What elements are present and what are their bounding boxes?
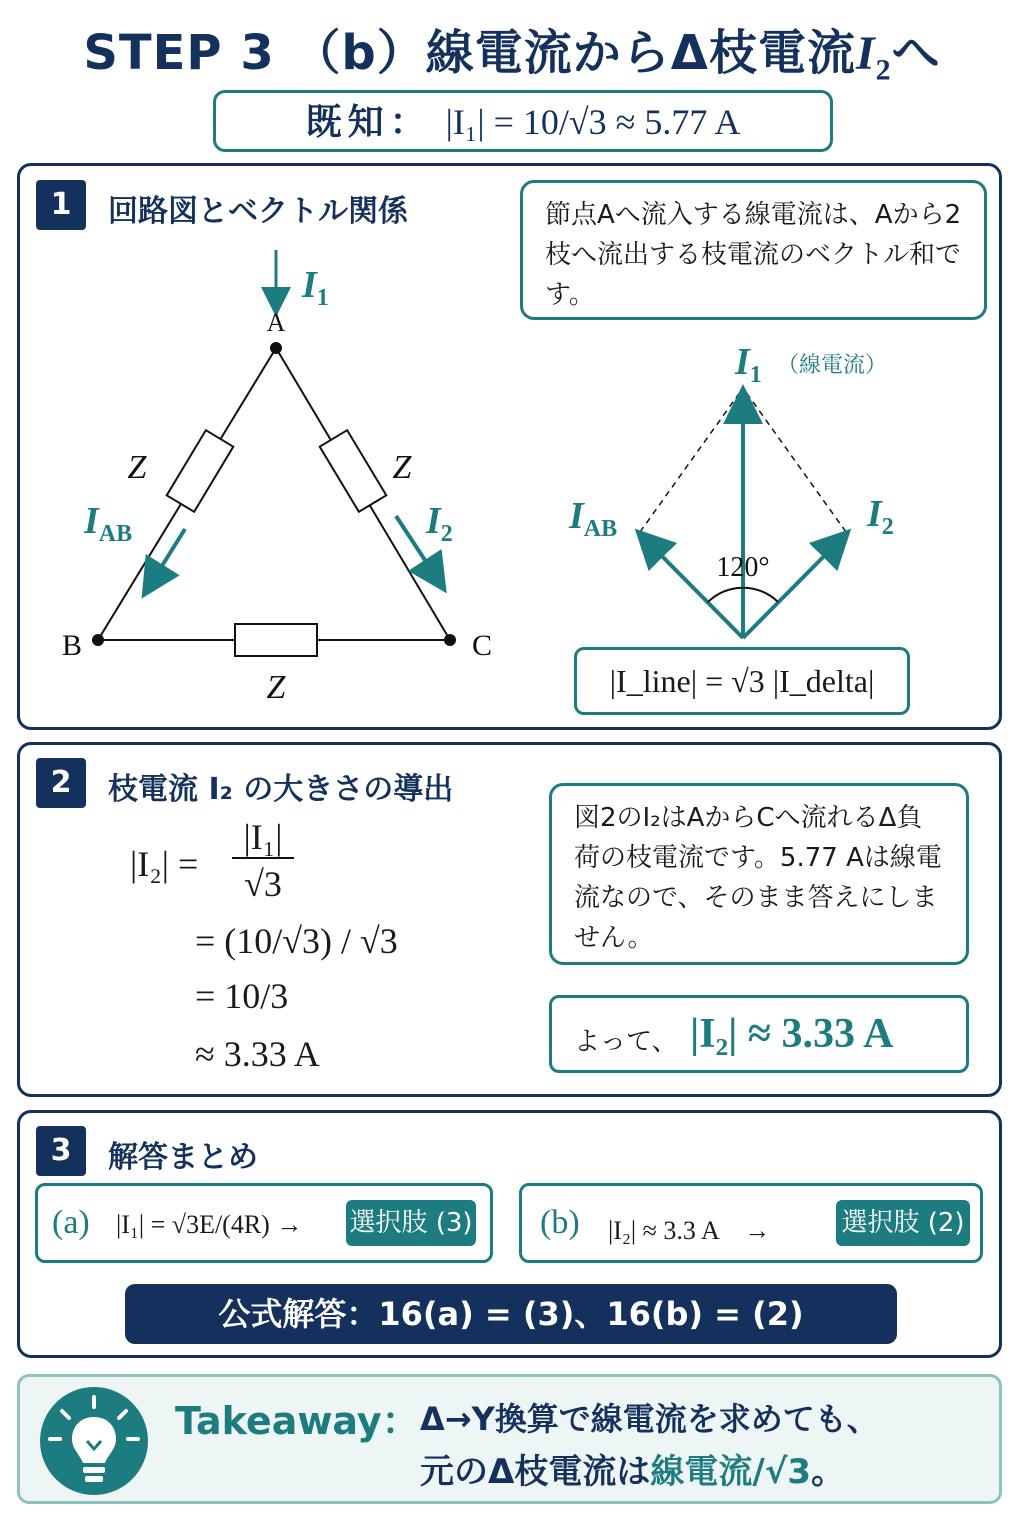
eq-numerator: |I₁| [232, 817, 294, 859]
section-1-note: 節点Aへ流入する線電流は、Aから2枝へ流出する枝電流のベクトル和です。 [520, 180, 987, 320]
eq-line-4: ≈ 3.33 A [195, 1034, 320, 1074]
section-1-title: 回路図とベクトル関係 [108, 194, 408, 229]
node-a-label: A [266, 308, 286, 337]
eq-line-3: = 10/3 [195, 976, 289, 1016]
takeaway-line-2-suffix: 。 [811, 1452, 846, 1492]
section-2-badge: 2 [36, 758, 86, 808]
eq-lhs: |I₂| = [130, 844, 199, 884]
official-answer-banner: 公式解答：16(a) = (3)、16(b) = (2) [125, 1284, 897, 1344]
angle-label: 120° [716, 552, 770, 583]
i1-vector-note: （線電流） [777, 353, 888, 378]
section-3-badge: 3 [36, 1126, 86, 1176]
iab-label: $I_{AB}$ [84, 500, 133, 547]
answer-a-formula: |I₁| = √3E/(4R) → [116, 1210, 303, 1239]
answer-a-choice: 選択肢 (3) [346, 1200, 476, 1246]
known-box [213, 90, 833, 152]
impedance-bc [235, 624, 317, 656]
lightbulb-icon [38, 1385, 150, 1497]
impedance-ac [320, 430, 387, 512]
takeaway-line-2-prefix: 元のΔ枝電流は [420, 1452, 651, 1492]
section-2-title: 枝電流 I₂ の大きさの導出 [108, 772, 454, 807]
answer-b-choice: 選択肢 (2) [836, 1200, 970, 1246]
i2-vector-label: $I_2$ [867, 493, 894, 540]
conclusion-prefix: よって、 [574, 1027, 678, 1057]
answer-b-label: (b) [540, 1204, 580, 1241]
node-b-label: B [61, 629, 83, 662]
page-title-text: STEP 3 （b）線電流からΔ枝電流 [83, 25, 856, 81]
known-label: 既知： [305, 102, 432, 143]
node-b-dot [92, 634, 104, 646]
section-1-badge: 1 [36, 180, 86, 230]
impedance-ac-label: Z [392, 449, 412, 486]
conclusion-formula: |I₂| ≈ 3.33 A [690, 1011, 894, 1057]
vector-diagram [545, 330, 965, 650]
impedance-ab-label: Z [127, 449, 147, 486]
conclusion-box [549, 995, 969, 1073]
i1-vector-label: $I_1$ [735, 341, 762, 388]
i1-label: $I_1$ [302, 264, 329, 311]
answer-b-box [519, 1183, 983, 1263]
takeaway-line-2-emph: 線電流/√3 [650, 1452, 812, 1492]
delta-circuit-diagram [40, 235, 530, 720]
impedance-bc-label: Z [266, 669, 286, 706]
iab-arrow [150, 529, 185, 585]
page-title-var: I [855, 27, 876, 80]
section-2-note: 図2のI₂はAからCへ流れるΔ負荷の枝電流です。5.77 Aは線電流なので、そのまま答えにしません。 [549, 783, 969, 965]
answer-a-box [35, 1183, 493, 1263]
node-a-dot [270, 342, 282, 354]
answer-a-label: (a) [52, 1204, 90, 1241]
page-title-sub: 2 [875, 53, 892, 87]
dashed-guide-right [743, 388, 846, 532]
node-c-dot [444, 634, 456, 646]
eq-line-2: = (10/√3) / √3 [195, 921, 398, 961]
eq-denominator: √3 [244, 864, 282, 904]
relation-box [574, 647, 910, 715]
answer-b-formula: |I₂| ≈ 3.3 A → [608, 1216, 771, 1245]
relation-formula: |I_line| = √3 |I_delta| [609, 663, 875, 699]
page-title [0, 14, 1024, 88]
known-formula: |I₁| = 10/√3 ≈ 5.77 A [445, 102, 741, 142]
takeaway-line-2 [420, 1444, 845, 1493]
dashed-guide-left [640, 388, 743, 532]
iab-vector-label: $I_{AB}$ [569, 495, 618, 542]
section-3-title: 解答まとめ [108, 1140, 258, 1175]
page-title-end: へ [891, 25, 941, 81]
takeaway-line-1: Δ→Y換算で線電流を求めても、 [420, 1400, 879, 1438]
takeaway-label: Takeaway： [175, 1399, 420, 1443]
impedance-ab [167, 430, 234, 512]
i2-label: $I_2$ [426, 500, 453, 547]
node-c-label: C [471, 629, 493, 662]
